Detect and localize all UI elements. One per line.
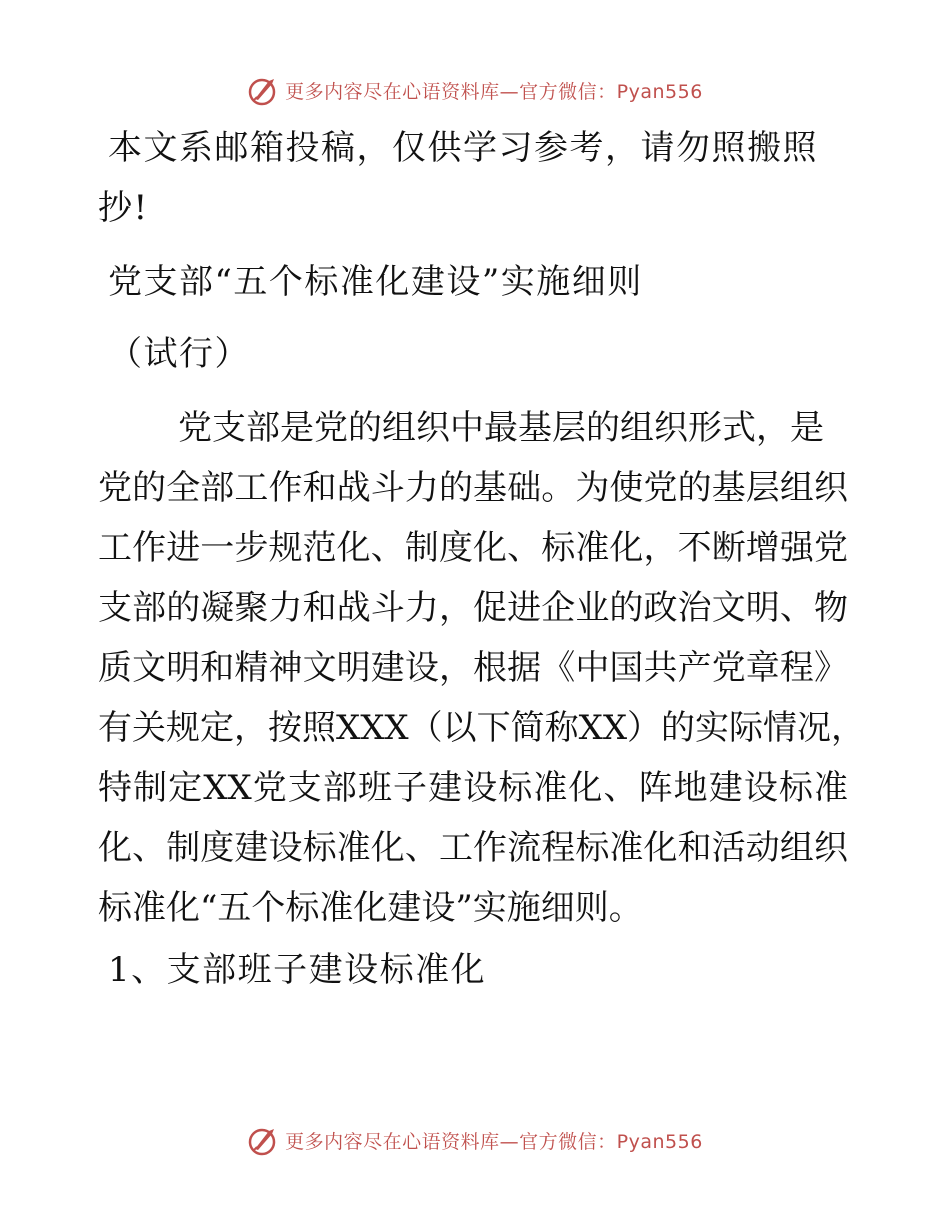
quill-pen-logo-icon — [247, 73, 281, 107]
document-subtitle: （试行） — [108, 334, 250, 374]
paragraph-line: 支部的凝聚力和战斗力，促进企业的政治文明、物 — [98, 588, 848, 628]
paragraph-line: 有关规定，按照XXX（以下简称XX）的实际情况， — [98, 708, 866, 748]
paragraph-line: 特制定XX党支部班子建设标准化、阵地建设标准 — [98, 768, 848, 808]
section-heading: 1、支部班子建设标准化 — [108, 950, 487, 990]
banner-text: 更多内容尽在心语资料库—官方微信：Pyan556 — [285, 1130, 703, 1153]
paragraph-line: 党的全部工作和战斗力的基础。为使党的基层组织 — [98, 468, 848, 508]
note-line-1: 本文系邮箱投稿，仅供学习参考，请勿照搬照 — [108, 128, 818, 168]
paragraph-line: 党支部是党的组织中最基层的组织形式，是 — [178, 408, 824, 448]
paragraph-line: 质文明和精神文明建设，根据《中国共产党章程》 — [98, 648, 848, 688]
paragraph-line: 标准化“五个标准化建设”实施细则。 — [98, 888, 643, 928]
paragraph-line: 化、制度建设标准化、工作流程标准化和活动组织 — [98, 828, 848, 868]
header-banner — [0, 70, 950, 110]
banner-text: 更多内容尽在心语资料库—官方微信：Pyan556 — [285, 80, 703, 103]
quill-pen-logo-icon — [247, 1123, 281, 1157]
note-line-2: 抄! — [98, 188, 149, 228]
footer-banner — [0, 1120, 950, 1160]
paragraph-line: 工作进一步规范化、制度化、标准化，不断增强党 — [98, 528, 848, 568]
document-title: 党支部“五个标准化建设”实施细则 — [108, 262, 643, 302]
